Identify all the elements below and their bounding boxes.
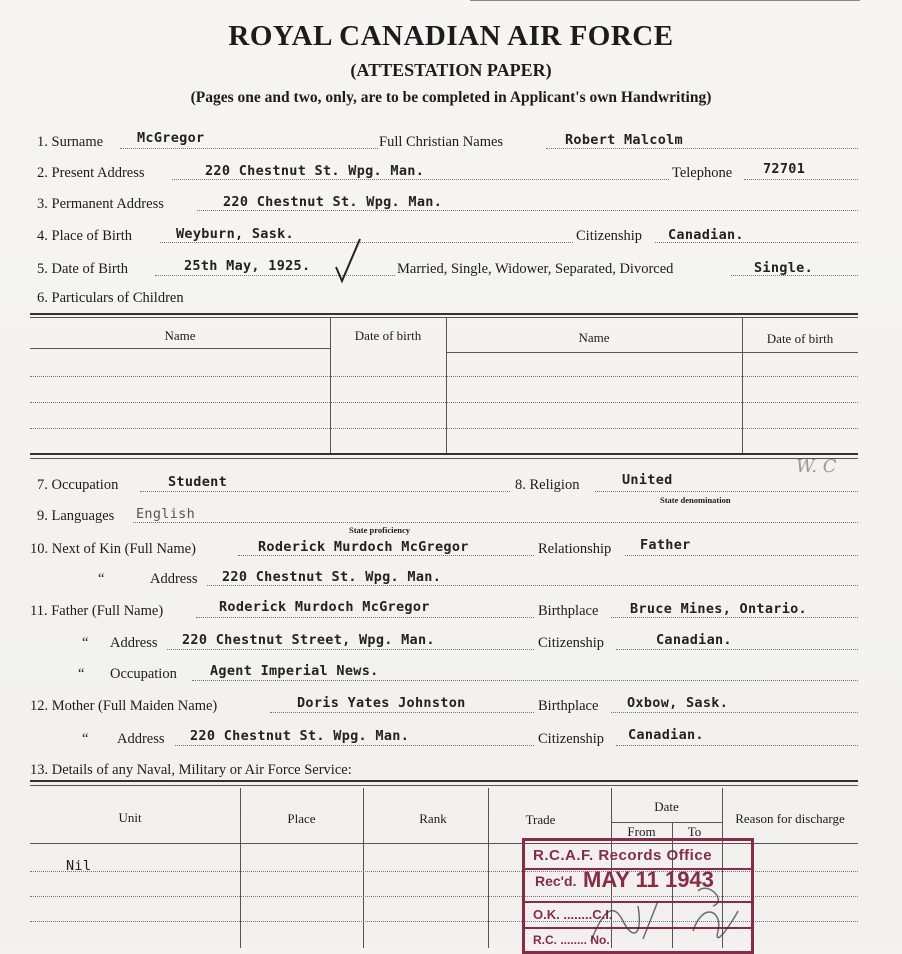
present-address-label: 2. Present Address — [37, 165, 145, 181]
next-of-kin-value: Roderick Murdoch McGregor — [258, 539, 469, 555]
service-header-to: To — [687, 824, 702, 839]
permanent-address-label: 3. Permanent Address — [37, 196, 164, 212]
stamp-received-label: Rec'd. — [535, 873, 577, 889]
father-citizenship-line — [616, 635, 858, 650]
mother-birthplace-label: Birthplace — [538, 698, 599, 714]
surname-label: 1. Surname — [37, 134, 104, 150]
date-of-birth-label: 5. Date of Birth — [37, 261, 129, 277]
ditto-mark-4: “ — [82, 731, 89, 747]
father-birthplace-value: Bruce Mines, Ontario. — [630, 601, 807, 617]
languages-note: State proficiency — [349, 525, 410, 535]
service-header-rank: Rank — [419, 811, 447, 826]
children-row-1 — [30, 376, 858, 377]
ditto-mark-3: “ — [78, 666, 85, 682]
children-header-name-2: Name — [578, 330, 610, 345]
father-citizenship-label: Citizenship — [538, 635, 605, 651]
marital-status-value: Single. — [754, 260, 813, 276]
languages-label: 9. Languages — [37, 508, 115, 524]
records-office-stamp — [522, 838, 754, 954]
next-of-kin-address-value: 220 Chestnut St. Wpg. Man. — [222, 569, 442, 585]
marital-status-label: Married, Single, Widower, Separated, Divorced — [397, 261, 674, 277]
present-address-value: 220 Chestnut St. Wpg. Man. — [205, 163, 425, 179]
document-title: ROYAL CANADIAN AIR FORCE — [228, 20, 674, 52]
stamp-ok-line: O.K. ........C.I. — [533, 907, 613, 922]
mother-citizenship-label: Citizenship — [538, 731, 605, 747]
surname-value: McGregor — [137, 130, 205, 146]
father-address-label: Address — [110, 635, 158, 651]
occupation-label: 7. Occupation — [37, 477, 119, 493]
citizenship-value: Canadian. — [668, 227, 744, 243]
service-unit-value: Nil — [66, 858, 92, 874]
occupation-value: Student — [168, 474, 227, 490]
children-header-name-1: Name — [164, 328, 196, 343]
stamp-rc-line: R.C. ........ No. — [533, 933, 610, 947]
mother-address-value: 220 Chestnut St. Wpg. Man. — [190, 728, 410, 744]
service-date-subrule — [611, 822, 722, 823]
next-of-kin-address-label: Address — [150, 571, 198, 587]
check-mark-icon — [330, 237, 366, 287]
religion-note: State denomination — [660, 495, 731, 505]
father-birthplace-label: Birthplace — [538, 603, 599, 619]
children-table-bottom-rule-2 — [30, 458, 858, 459]
languages-value: English — [136, 506, 195, 522]
document-subtitle: (ATTESTATION PAPER) — [350, 60, 552, 80]
service-table-top-rule — [30, 780, 858, 782]
signature-scribble-icon — [583, 881, 743, 951]
service-header-reason: Reason for discharge — [735, 811, 845, 826]
place-of-birth-label: 4. Place of Birth — [37, 228, 133, 244]
ditto-mark-2: “ — [82, 635, 89, 651]
father-occupation-value: Agent Imperial News. — [210, 663, 379, 679]
father-citizenship-value: Canadian. — [656, 632, 732, 648]
next-of-kin-label: 10. Next of Kin (Full Name) — [30, 541, 196, 557]
religion-label: 8. Religion — [515, 477, 580, 493]
father-occupation-label: Occupation — [110, 666, 177, 682]
service-header-from: From — [627, 824, 656, 839]
stamp-received-date: MAY 11 1943 — [583, 867, 714, 892]
ditto-mark-1: “ — [98, 571, 105, 587]
mother-birthplace-value: Oxbow, Sask. — [627, 695, 729, 711]
telephone-label: Telephone — [672, 165, 733, 181]
children-header-rule-b — [446, 352, 858, 353]
father-label: 11. Father (Full Name) — [30, 603, 164, 619]
children-table-bottom-rule — [30, 453, 858, 455]
children-table-top-rule — [30, 313, 858, 315]
mother-label: 12. Mother (Full Maiden Name) — [30, 698, 218, 714]
christian-names-label: Full Christian Names — [379, 134, 504, 150]
father-value: Roderick Murdoch McGregor — [219, 599, 430, 615]
mother-citizenship-value: Canadian. — [628, 727, 704, 743]
service-header-place: Place — [287, 811, 316, 826]
place-of-birth-value: Weyburn, Sask. — [176, 226, 294, 242]
service-table-inner-rule — [30, 785, 858, 786]
religion-value: United — [622, 472, 673, 488]
children-header-dob-2: Date of birth — [766, 331, 834, 346]
children-row-2 — [30, 402, 858, 403]
service-header-unit: Unit — [118, 810, 142, 825]
relationship-value: Father — [640, 537, 691, 553]
children-label: 6. Particulars of Children — [37, 290, 184, 306]
service-label: 13. Details of any Naval, Military or Air Force Service: — [30, 762, 352, 778]
mother-value: Doris Yates Johnston — [297, 695, 466, 711]
relationship-label: Relationship — [538, 541, 612, 557]
margin-note: W. C — [796, 456, 837, 477]
top-rule — [470, 0, 860, 1]
handwriting-instruction: (Pages one and two, only, are to be completed in Applicant's own Handwriting) — [190, 89, 712, 106]
children-header-dob-1: Date of birth — [354, 328, 422, 343]
father-address-value: 220 Chestnut Street, Wpg. Man. — [182, 632, 435, 648]
service-header-trade: Trade — [525, 812, 556, 827]
telephone-value: 72701 — [763, 161, 806, 177]
children-table-inner-rule — [30, 317, 858, 318]
permanent-address-value: 220 Chestnut St. Wpg. Man. — [223, 194, 443, 210]
children-header-rule-a — [30, 348, 330, 349]
mother-address-label: Address — [117, 731, 165, 747]
languages-line — [133, 508, 858, 523]
christian-names-value: Robert Malcolm — [565, 132, 683, 148]
children-row-3 — [30, 428, 858, 429]
citizenship-label: Citizenship — [576, 228, 643, 244]
date-of-birth-value: 25th May, 1925. — [184, 258, 311, 274]
service-header-date: Date — [654, 799, 679, 814]
stamp-office-line: R.C.A.F. Records Office — [533, 847, 713, 864]
